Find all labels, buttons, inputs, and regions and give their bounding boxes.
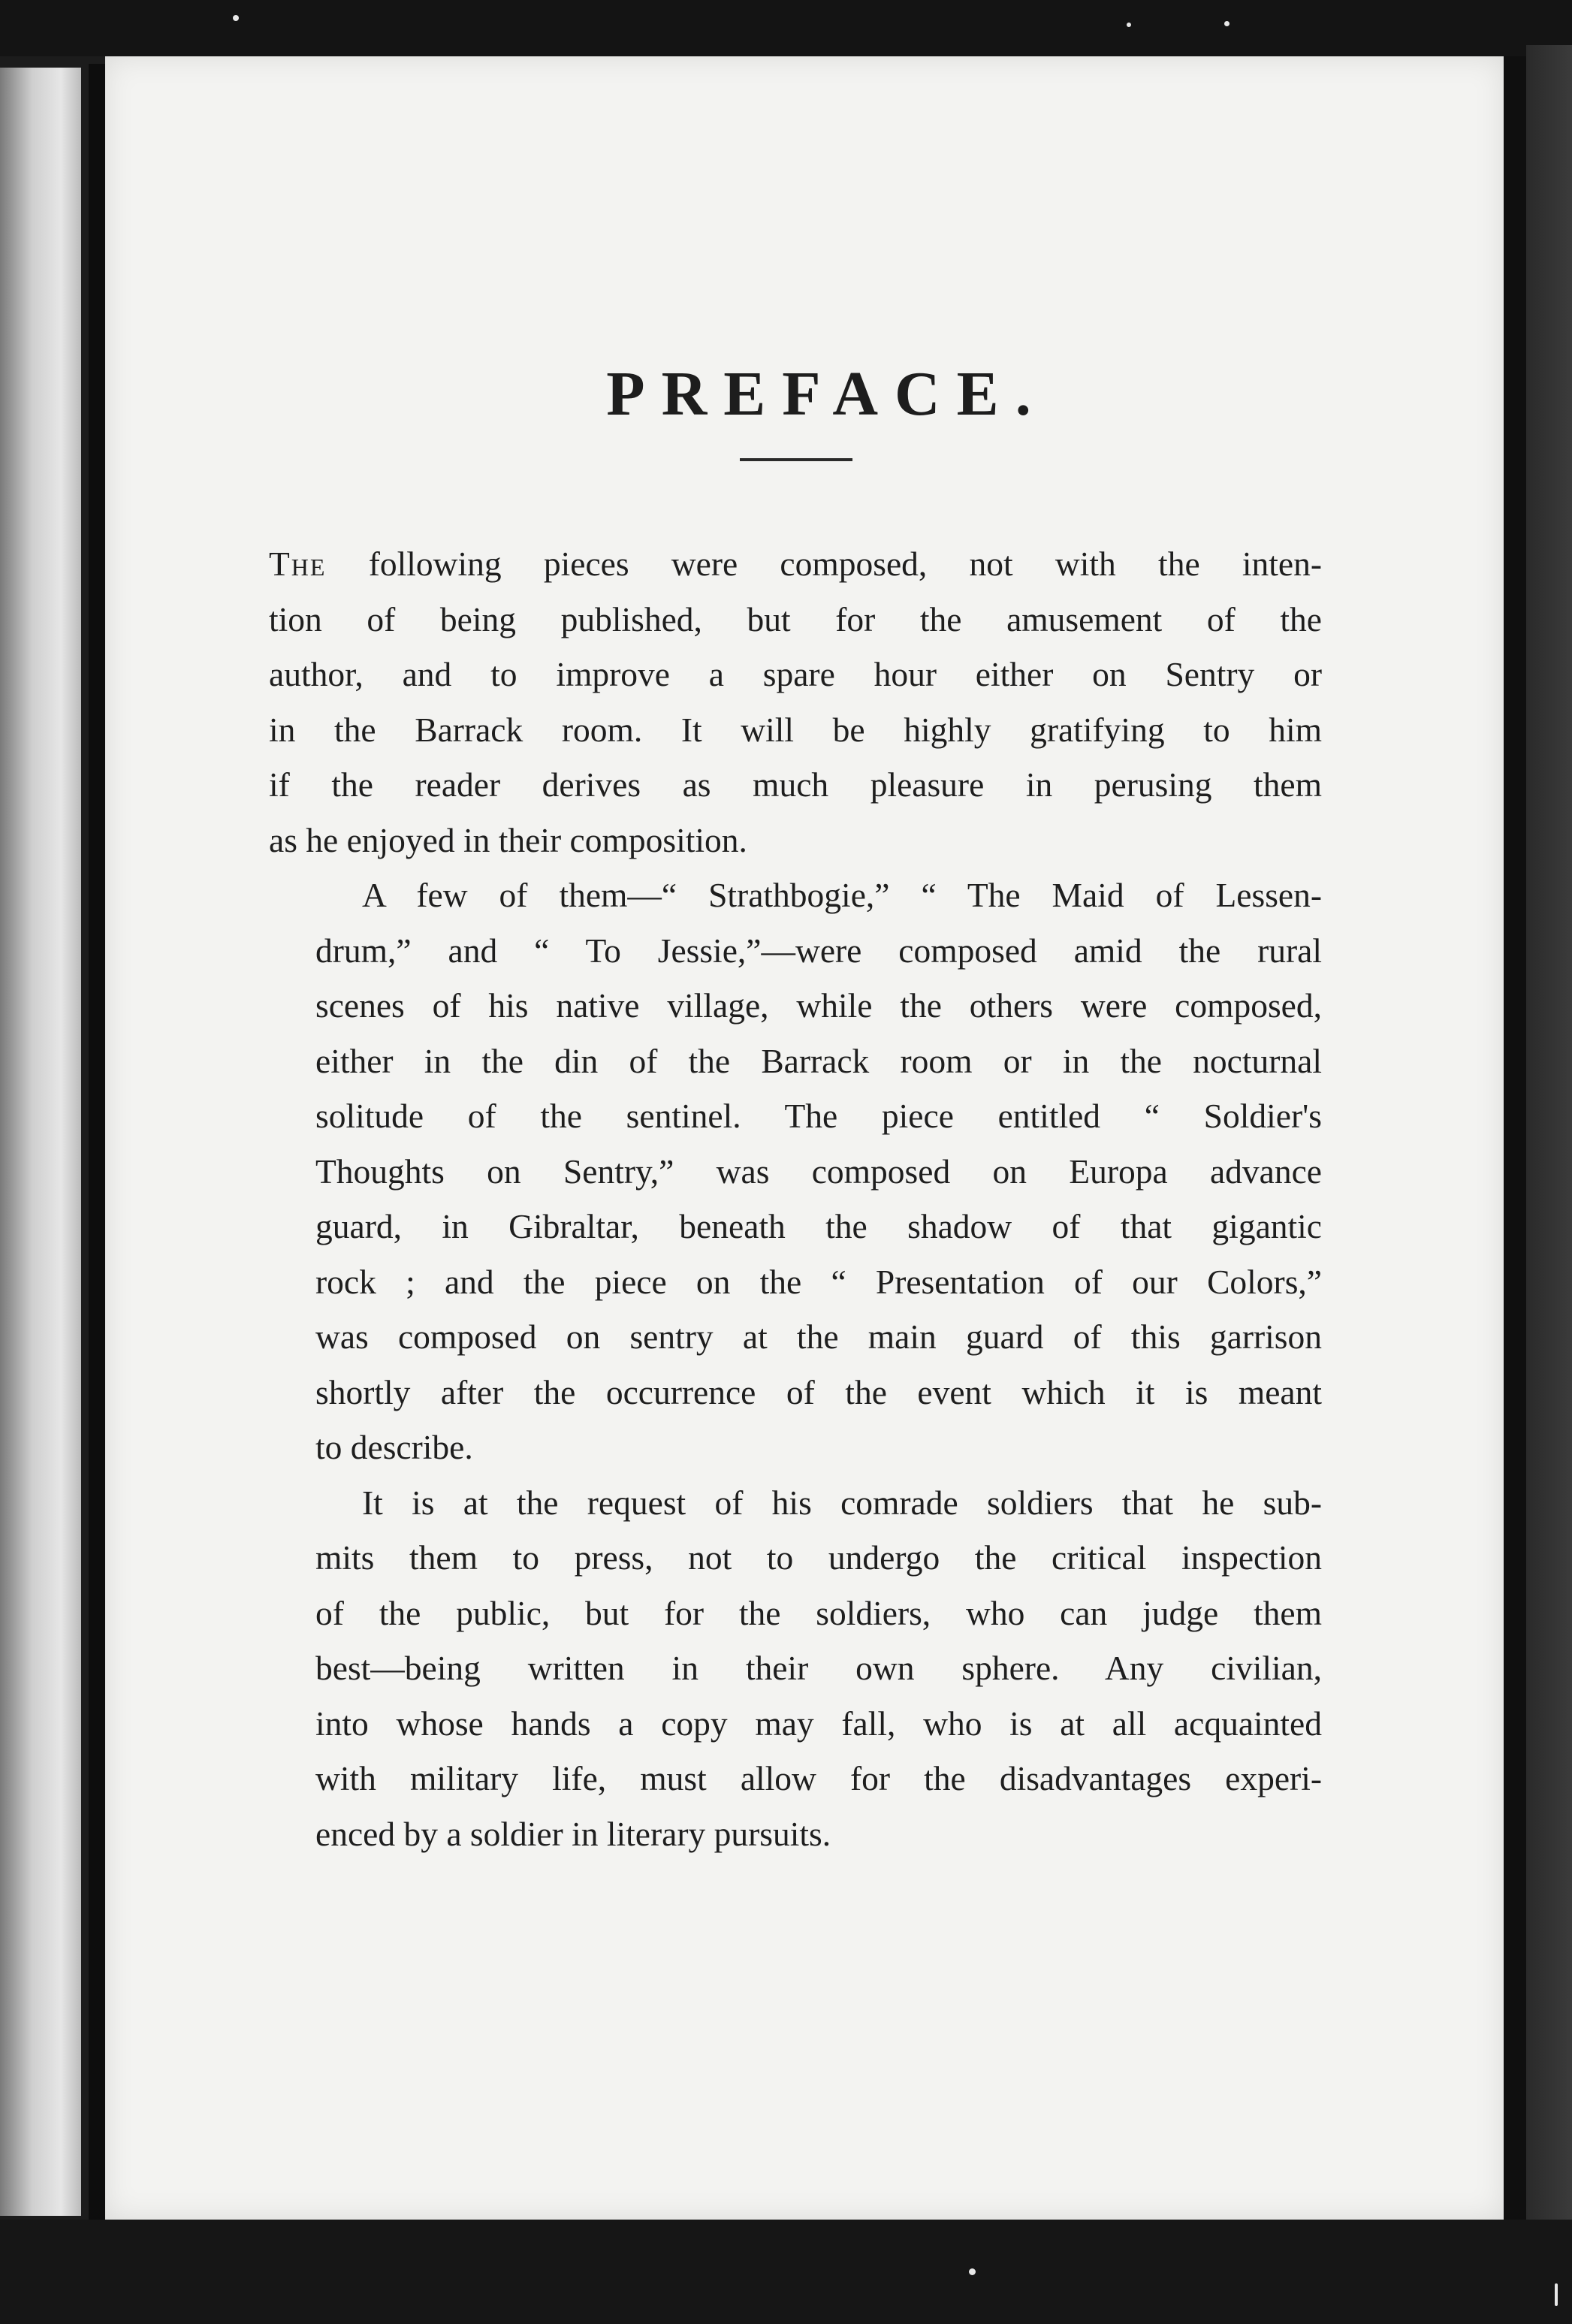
text-line: solitude of the sentinel. The piece entitled “ Soldier's <box>315 1097 1322 1135</box>
dust-speck <box>233 15 239 21</box>
text-line: rock ; and the piece on the “ Presentation of our Colors,” <box>315 1262 1322 1301</box>
text-line: drum,” and “ To Jessie,”—were composed amid the rural <box>315 931 1322 970</box>
text-line: to describe. <box>315 1428 473 1466</box>
book-gutter <box>89 64 105 2227</box>
paragraph <box>269 1475 1322 1862</box>
line-text: following pieces were composed, not with the inten- <box>368 545 1323 583</box>
scan-right-border <box>1526 45 1572 2223</box>
text-line <box>269 536 1322 592</box>
text-line: of the public, but for the soldiers, who can judge them <box>315 1593 1322 1632</box>
text-line: Thoughts on Sentry,” was composed on Europa advance <box>315 1151 1322 1191</box>
dust-speck <box>1555 2283 1558 2306</box>
lead-word: The <box>269 545 327 583</box>
line-text: A few of them—“ Strathbogie,” “ The Maid of Lessen- <box>362 876 1322 914</box>
dust-speck <box>1127 23 1131 27</box>
title-rule <box>740 458 852 461</box>
text-line: if the reader derives as much pleasure in perusing them <box>269 765 1322 804</box>
text-line: as he enjoyed in their composition. <box>269 820 747 859</box>
text-line: either in the din of the Barrack room or in the nocturnal <box>315 1041 1322 1080</box>
text-line: enced by a soldier in literary pursuits. <box>315 1814 831 1853</box>
text-line: with military life, must allow for the disadvantages experi- <box>315 1759 1322 1797</box>
preface-body <box>269 536 1322 1861</box>
page-right-edge <box>1504 56 1526 2220</box>
text-line: shortly after the occurrence of the event which it is meant <box>315 1372 1322 1411</box>
text-line: author, and to improve a spare hour either on Sentry or <box>269 655 1322 693</box>
dust-speck <box>969 2268 976 2275</box>
scan-top-border <box>0 0 1572 56</box>
text-line: tion of being published, but for the amusement of the <box>269 599 1322 638</box>
facing-page-edge <box>0 68 81 2216</box>
text-line: in the Barrack room. It will be highly gratifying to him <box>269 710 1322 749</box>
text-line <box>269 868 1322 923</box>
text-line: mits them to press, not to undergo the critical inspection <box>315 1538 1322 1577</box>
text-line: into whose hands a copy may fall, who is at all acquainted <box>315 1704 1322 1743</box>
text-line: scenes of his native village, while the others were composed, <box>315 986 1322 1025</box>
scan-bottom-border <box>0 2220 1572 2324</box>
text-line <box>269 1475 1322 1531</box>
page-title: PREFACE. <box>606 359 1048 430</box>
text-line: was composed on sentry at the main guard of this garrison <box>315 1317 1322 1356</box>
line-text: It is at the request of his comrade soldiers that he sub- <box>362 1483 1322 1522</box>
paragraph <box>269 536 1322 868</box>
paragraph <box>269 868 1322 1475</box>
text-line: guard, in Gibraltar, beneath the shadow of that gigantic <box>315 1207 1322 1245</box>
text-line: best—being written in their own sphere. Any civilian, <box>315 1649 1322 1687</box>
dust-speck <box>1224 21 1230 26</box>
